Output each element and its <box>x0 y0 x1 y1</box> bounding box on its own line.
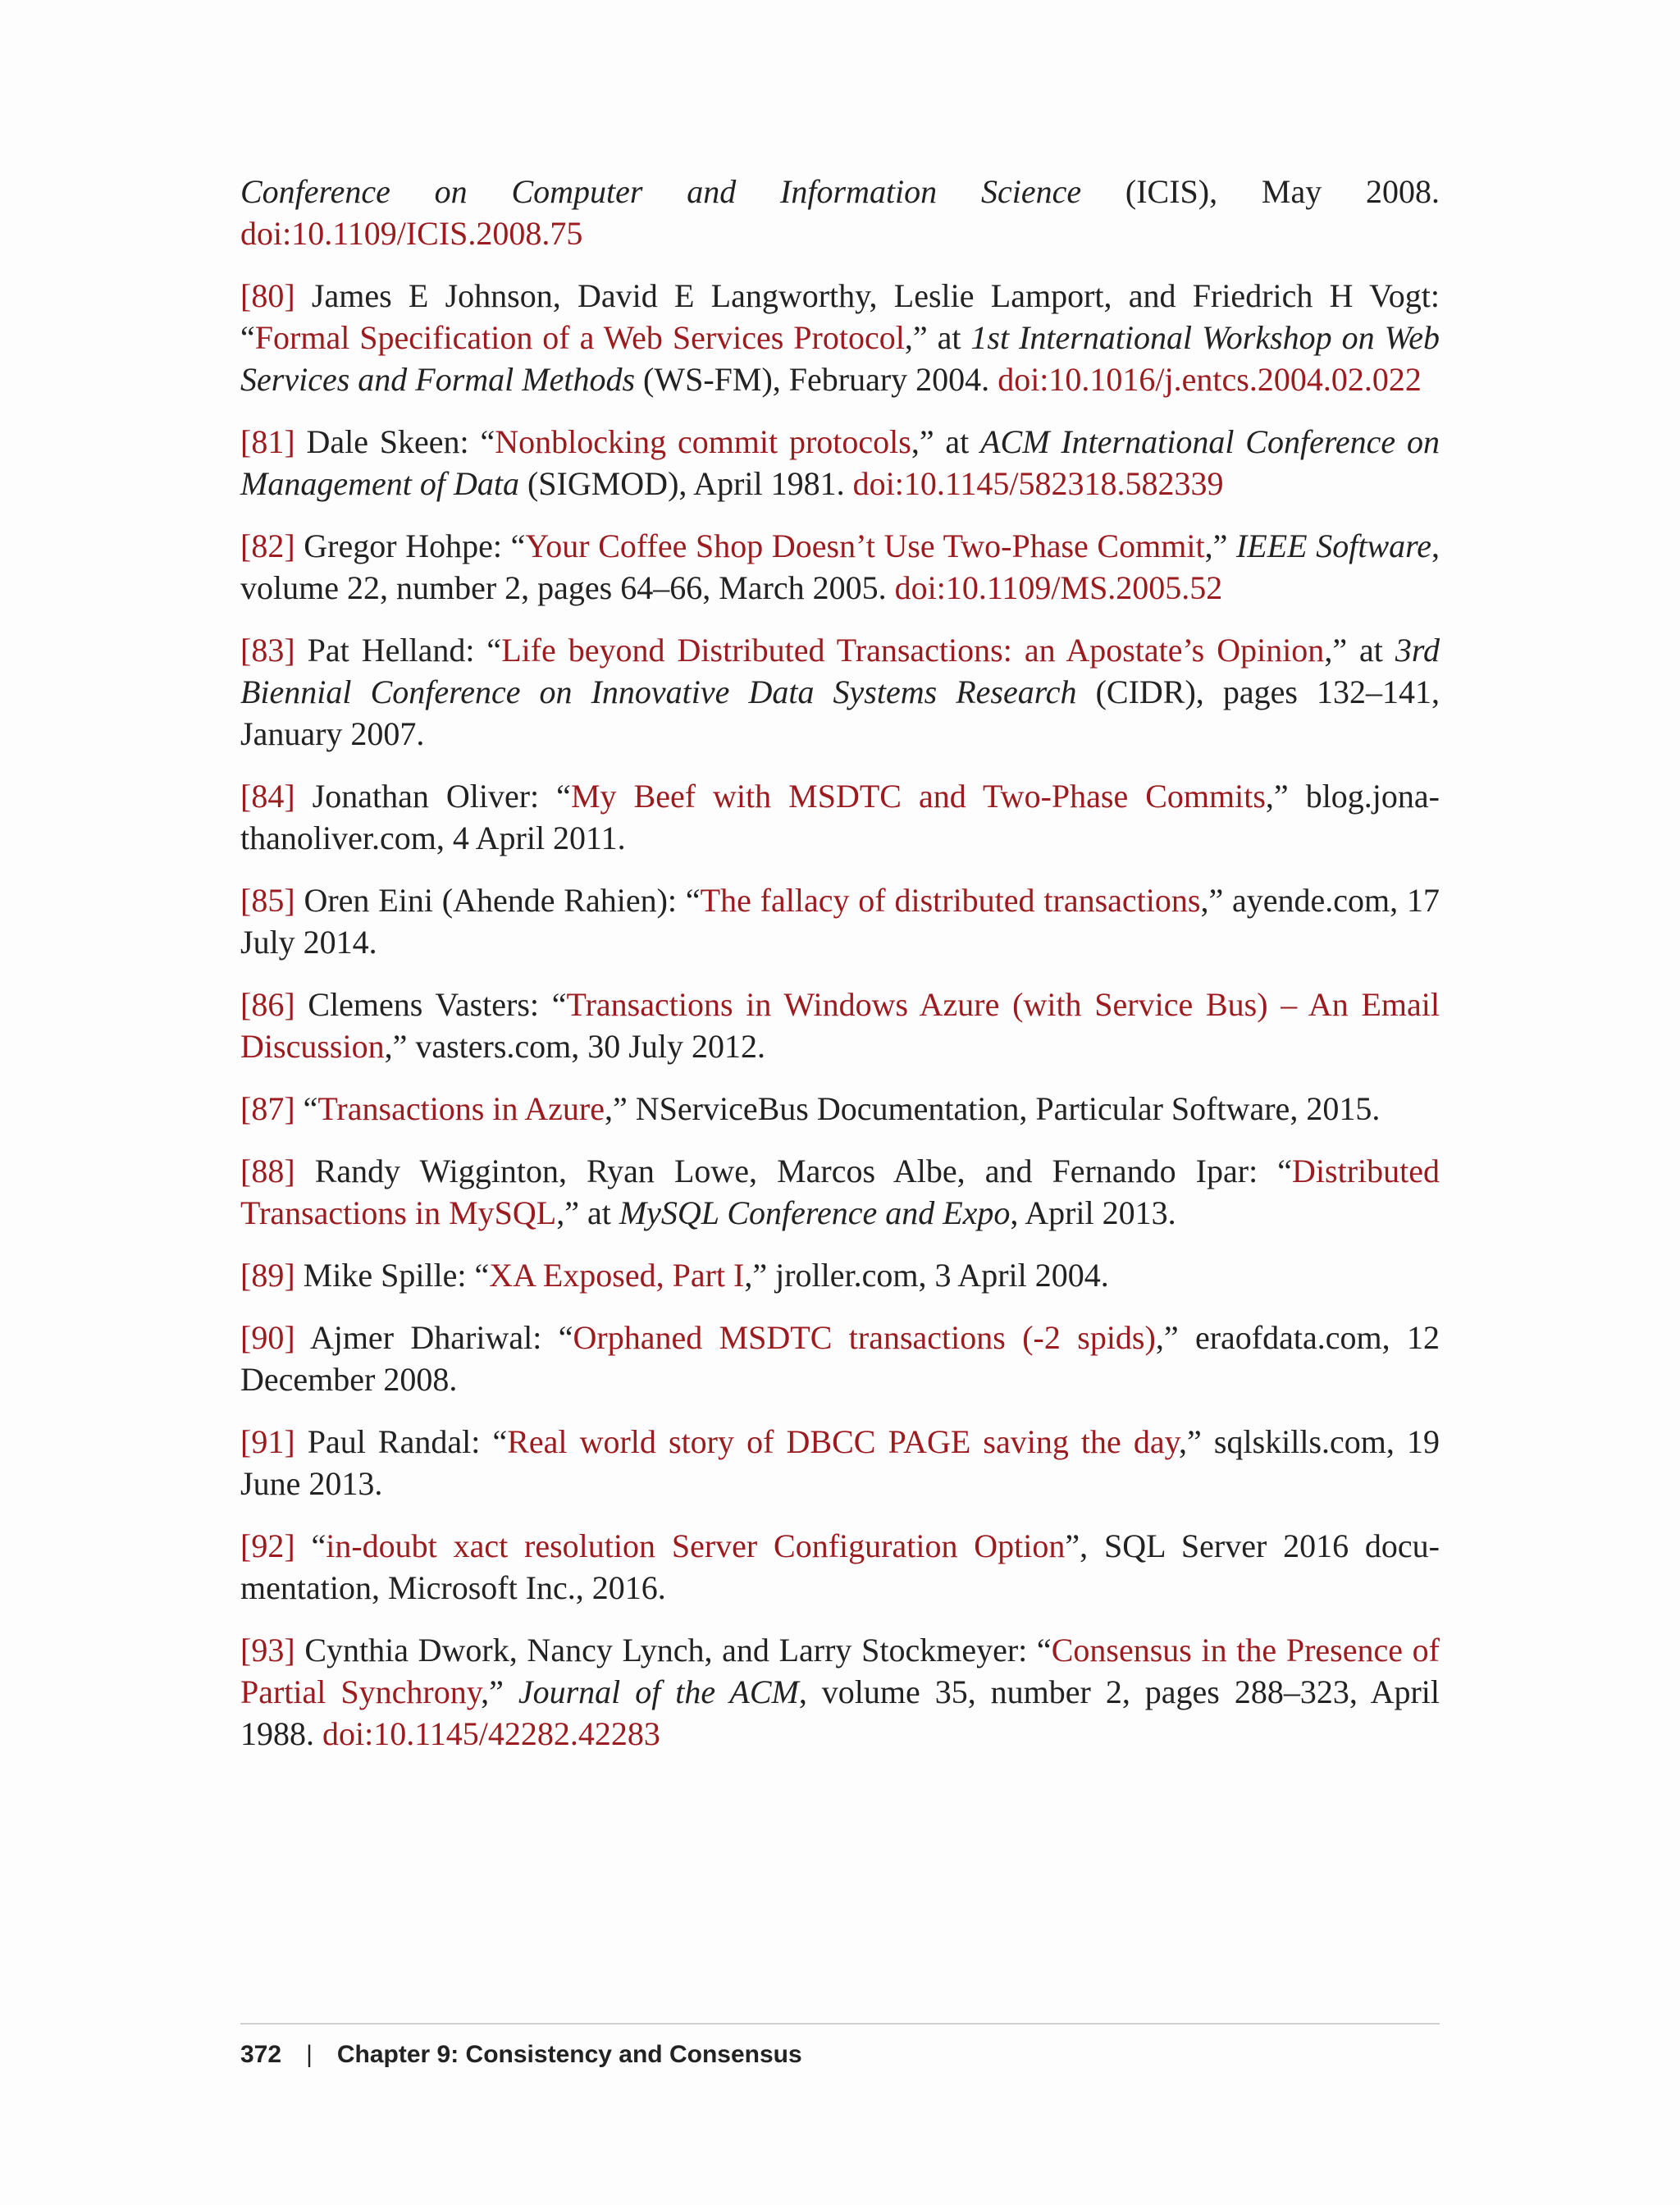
reference-number-link[interactable]: [92] <box>240 1527 295 1564</box>
reference-entry <box>240 1317 1440 1400</box>
reference-link[interactable]: Transactions in Azure <box>317 1090 605 1127</box>
reference-number-link[interactable]: [85] <box>240 882 295 919</box>
reference-number-link[interactable]: [90] <box>240 1319 295 1356</box>
reference-link[interactable]: Life beyond Distributed Transactions: an Apostate’s Opinion <box>501 632 1325 669</box>
reference-link[interactable]: Nonblocking commit protocols <box>495 423 911 460</box>
reference-text: Pat Helland: “ <box>294 632 502 669</box>
reference-text: ,” ayende.com, 17 July 2014. <box>240 882 1440 961</box>
reference-link[interactable]: Transactions in Windows Azure (with Service Bus) – An Email Discussion <box>240 986 1440 1065</box>
reference-text: “ <box>294 1090 318 1127</box>
reference-link[interactable]: Your Coffee Shop Doesn’t Use Two-Phase Commit <box>525 527 1205 564</box>
reference-text: ,” at <box>911 423 981 460</box>
reference-text: James E Johnson, David E Langworthy, Leslie Lamport, and Friedrich H Vogt: “ <box>240 277 1440 356</box>
reference-text: Cynthia Dwork, Nancy Lynch, and Larry Stockmeyer: “ <box>294 1632 1052 1669</box>
reference-text: (WS-FM), February 2004. <box>635 361 998 398</box>
reference-entry <box>240 879 1440 963</box>
reference-text: Ajmer Dhariwal: “ <box>294 1319 573 1356</box>
reference-text: (ICIS), May 2008. <box>1081 173 1440 210</box>
reference-text: ,” <box>1204 527 1236 564</box>
page-footer <box>240 2023 1440 2069</box>
reference-link[interactable]: doi:10.1145/42282.42283 <box>322 1715 660 1752</box>
reference-entry <box>240 1254 1440 1296</box>
reference-link[interactable]: doi:10.1109/ICIS.2008.75 <box>240 215 583 252</box>
reference-text: “ <box>294 1527 326 1564</box>
reference-number-link[interactable]: [82] <box>240 527 295 564</box>
reference-entry <box>240 775 1440 859</box>
reference-text: ”, SQL Server 2016 documentation, Microsoft Inc., 2016. <box>240 1527 1440 1606</box>
reference-link[interactable]: Real world story of DBCC PAGE saving the day <box>507 1423 1180 1460</box>
reference-link[interactable]: The fallacy of distributed transactions <box>700 882 1201 919</box>
reference-venue: Conference on Computer and Information Science <box>240 173 1082 210</box>
reference-venue: 1st International Workshop on Web Services and Formal Methods <box>240 319 1440 398</box>
reference-text: Oren Eini (Ahende Rahien): “ <box>294 882 701 919</box>
chapter-title: Chapter 9: Consistency and Consensus <box>336 2041 802 2068</box>
reference-entry <box>240 629 1440 755</box>
reference-entry <box>240 1629 1440 1755</box>
reference-text: Jonathan Oliver: “ <box>294 778 571 815</box>
reference-link[interactable]: Formal Specification of a Web Services Protocol <box>254 319 905 356</box>
reference-link[interactable]: Distributed Transactions in MySQL <box>240 1153 1440 1231</box>
reference-link[interactable]: doi:10.1109/MS.2005.52 <box>894 569 1223 606</box>
reference-text: ,” at <box>1324 632 1395 669</box>
reference-text: ,” NServiceBus Documentation, Particular Software, 2015. <box>605 1090 1381 1127</box>
reference-text: Clemens Vasters: “ <box>294 986 567 1023</box>
reference-list <box>240 171 1440 1775</box>
reference-link[interactable]: in-doubt xact resolution Server Configuration Option <box>326 1527 1066 1564</box>
reference-number-link[interactable]: [83] <box>240 632 295 669</box>
reference-text: ,” eraofdata.com, 12 December 2008. <box>240 1319 1440 1398</box>
reference-venue: 3rd Biennial Conference on Innovative Data Systems Research <box>240 632 1440 710</box>
reference-venue: MySQL Conference and Expo <box>619 1194 1011 1231</box>
reference-venue: Journal of the ACM <box>518 1673 799 1710</box>
reference-text: , volume 22, number 2, pages 64–66, March 2005. <box>240 527 1440 606</box>
reference-venue: ACM International Conference on Management of Data <box>240 423 1440 502</box>
reference-entry <box>240 421 1440 504</box>
reference-entry <box>240 171 1440 254</box>
reference-number-link[interactable]: [80] <box>240 277 295 314</box>
reference-text: , volume 35, number 2, pages 288–323, April 1988. <box>240 1673 1440 1752</box>
reference-entry <box>240 1421 1440 1504</box>
reference-text: Dale Skeen: “ <box>294 423 495 460</box>
reference-text: ,” blog.jonathanoliver.com, 4 April 2011. <box>240 778 1440 856</box>
reference-link[interactable]: doi:10.1145/582318.582339 <box>852 465 1224 502</box>
reference-text: (SIGMOD), April 1981. <box>518 465 853 502</box>
reference-text: ,” vasters.com, 30 July 2012. <box>384 1028 765 1065</box>
reference-number-link[interactable]: [84] <box>240 778 295 815</box>
reference-link[interactable]: My Beef with MSDTC and Two-Phase Commits <box>570 778 1266 815</box>
reference-number-link[interactable]: [89] <box>240 1257 295 1294</box>
footer-separator: | <box>306 2041 313 2068</box>
reference-number-link[interactable]: [88] <box>240 1153 295 1189</box>
reference-text: ,” <box>481 1673 518 1710</box>
reference-entry <box>240 984 1440 1067</box>
reference-text: ,” at <box>904 319 971 356</box>
reference-number-link[interactable]: [81] <box>240 423 295 460</box>
reference-text: Paul Randal: “ <box>294 1423 508 1460</box>
reference-text: ,” at <box>556 1194 619 1231</box>
reference-number-link[interactable]: [91] <box>240 1423 295 1460</box>
reference-entry <box>240 275 1440 400</box>
reference-number-link[interactable]: [93] <box>240 1632 295 1669</box>
reference-text: (CIDR), pages 132–141, January 2007. <box>240 673 1440 752</box>
reference-text: Randy Wigginton, Ryan Lowe, Marcos Albe, and Fernando Ipar: “ <box>294 1153 1293 1189</box>
reference-text: ,” jroller.com, 3 April 2004. <box>744 1257 1109 1294</box>
reference-link[interactable]: Orphaned MSDTC transactions (-2 spids) <box>573 1319 1156 1356</box>
reference-text: ,” sqlskills.com, 19 June 2013. <box>240 1423 1440 1502</box>
reference-number-link[interactable]: [86] <box>240 986 295 1023</box>
reference-link[interactable]: Consensus in the Presence of Partial Synchrony <box>240 1632 1440 1710</box>
reference-entry <box>240 525 1440 609</box>
page-number: 372 <box>240 2041 282 2068</box>
reference-text: Gregor Hohpe: “ <box>294 527 526 564</box>
reference-text: , April 2013. <box>1010 1194 1176 1231</box>
reference-entry <box>240 1150 1440 1234</box>
reference-text: Mike Spille: “ <box>294 1257 490 1294</box>
reference-entry <box>240 1088 1440 1130</box>
reference-venue: IEEE Software <box>1235 527 1431 564</box>
reference-link[interactable]: XA Exposed, Part I <box>489 1257 745 1294</box>
reference-entry <box>240 1525 1440 1609</box>
reference-link[interactable]: doi:10.1016/j.entcs.2004.02.022 <box>998 361 1422 398</box>
reference-number-link[interactable]: [87] <box>240 1090 295 1127</box>
